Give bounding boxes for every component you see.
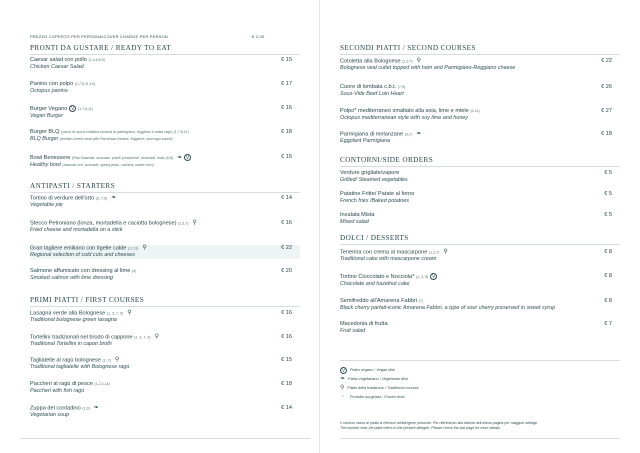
item-name: Panino con polpo — [30, 81, 74, 87]
menu-item — [340, 84, 620, 98]
item-name: Stecco Petroniano (lonza, mortadella e caciotta bolognese) — [30, 220, 177, 227]
menu-item — [340, 108, 620, 122]
item-translation: French fries /Baked potatoes — [340, 198, 409, 204]
item-name: Tagliatelle al ragù bolognese — [30, 357, 101, 364]
item-allergens: (3,7) — [404, 132, 413, 137]
item-allergens: (1, 3, 7, 9) — [134, 335, 151, 340]
item-name: Macedonia di frutta — [340, 321, 388, 327]
menu-item — [340, 191, 620, 205]
legend-row-frozen — [340, 393, 620, 402]
item-name: Burger BLQ — [30, 129, 60, 135]
item-name: Paccheri al ragù di pesce — [30, 381, 93, 387]
menu-item — [30, 268, 300, 282]
item-price: € 7 — [604, 321, 612, 327]
item-name: Polpo* mediterraneo smaltato alla soia, lime e miele — [340, 108, 469, 114]
section-divider — [340, 244, 620, 245]
item-name: Tenerina con crema al mascarpone — [340, 249, 428, 256]
item-name: Cuore di lombata c.b.t. — [340, 84, 397, 90]
item-price: € 18 — [601, 131, 612, 137]
section-title-starters: ANTIPASTI / STARTERS — [30, 182, 115, 190]
item-translation: Traditional cake with mascarpone cream — [340, 256, 437, 263]
item-allergens: (1,3,7) — [178, 221, 189, 226]
menu-item — [340, 298, 620, 312]
leaf-icon: ❧ — [93, 405, 99, 411]
legend-row-traditional — [340, 384, 620, 393]
item-name: Lasagna verde alla Bolognese — [30, 310, 106, 317]
item-translation: Traditional Tortellini in capon broth — [30, 341, 112, 348]
item-price: € 18 — [281, 129, 292, 135]
section-title-first-courses: PRIMI PIATTI / FIRST COURSES — [30, 296, 145, 304]
item-name: Burger Vegano — [30, 105, 68, 112]
item-name: Insalata Mista — [340, 212, 375, 218]
item-name: Tortino di verdure dell'orto — [30, 195, 95, 202]
item-price: € 27 — [601, 108, 612, 114]
legend-translation: Frozen food — [384, 395, 405, 399]
menu-item — [340, 212, 620, 226]
traditional-icon: ⚲ — [114, 357, 120, 363]
item-allergens: (6,14) — [470, 109, 480, 113]
menu-item — [30, 105, 300, 120]
item-translation: Healthy bowl — [30, 161, 61, 168]
item-name: Tortellini tradizionali nel brodo di cappone — [30, 334, 133, 341]
menu-item — [30, 154, 300, 169]
item-allergens: (1,7,9) — [127, 246, 139, 251]
item-translation: Fruit salad — [340, 328, 366, 334]
allergen-note-english: The number near the plate refers to the present allergen. Please check the last page for more details. — [340, 426, 502, 430]
item-allergens: (7,9) — [397, 85, 406, 89]
traditional-icon: ⚲ — [127, 310, 132, 316]
item-allergens: (1,3,7) — [428, 250, 440, 255]
item-translation: BLQ Burger — [30, 136, 59, 142]
item-price: € 20 — [281, 268, 292, 274]
legend — [340, 366, 620, 402]
cover-charge — [30, 34, 300, 39]
menu-item — [30, 357, 300, 371]
item-name: Gran tagliere emiliano con tigelle calde — [30, 245, 127, 252]
menu-item — [340, 58, 620, 72]
item-price: € 8 — [604, 298, 612, 304]
item-allergens: (1, 3, 8) — [415, 274, 429, 279]
traditional-icon: ⚲ — [416, 58, 422, 64]
menu-item — [340, 249, 620, 263]
item-translation: Chicken Caesar Salad — [30, 64, 84, 70]
item-translation: Mixed salad — [340, 219, 369, 225]
legend-label: Piatto vegetariano / — [348, 377, 381, 381]
menu-item — [30, 81, 300, 95]
item-translation: Traditional bolognese green lasagna — [30, 317, 117, 324]
menu-item — [340, 321, 620, 335]
traditional-icon: ⚲ — [340, 385, 345, 391]
item-price: € 14 — [281, 195, 292, 201]
legend-translation: Vegan dish — [376, 368, 396, 372]
item-translation: Octopus mediterranean style with soy lime and honey — [340, 115, 468, 121]
menu-item — [30, 129, 300, 143]
traditional-icon: ⚲ — [192, 220, 197, 226]
menu-item — [30, 310, 300, 324]
menu-item — [30, 245, 300, 259]
section-title-second-courses: SECONDI PIATTI / SECOND COURSES — [340, 44, 476, 52]
leaf-icon: ❧ — [340, 376, 346, 382]
item-price: € 17 — [281, 81, 292, 87]
item-allergens: (3, 7,9) — [95, 196, 108, 201]
item-allergens: (1,2,4,14) — [94, 382, 110, 386]
item-description: (emilian breed meat with Parmesan fondue, friggitore, and ragù sauce) — [59, 137, 173, 141]
item-translation: Smoked salmon with lime dressing — [30, 275, 113, 281]
item-translation: Eggplant Parmigiana — [340, 138, 391, 145]
item-price: € 15 — [281, 57, 292, 63]
item-allergens: (1,4,6,8,9) — [88, 58, 105, 62]
item-allergens: (4) — [131, 269, 137, 273]
section-divider — [30, 54, 300, 55]
item-price: € 16 — [281, 334, 292, 340]
vegan-icon: V — [341, 367, 346, 374]
item-price: € 14 — [281, 405, 292, 411]
item-price: € 22 — [281, 245, 292, 251]
menu-item — [30, 57, 300, 71]
legend-label: Piatto vegano / — [350, 368, 376, 372]
item-price: € 15 — [281, 154, 292, 160]
item-name: Zuppa del contadino — [30, 405, 81, 412]
cover-charge-label: PREZZO COPERTO PER PERSONA/COVER CHARGE PER PERSON — [30, 34, 168, 39]
item-translation: Vegetable pie — [30, 202, 63, 209]
item-translation: Grilled/ Steamed vegetables — [340, 177, 408, 183]
item-name: Semifreddo all'Amarena Fabbri — [340, 298, 417, 304]
item-allergens: (1,3,7) — [402, 59, 413, 64]
section-divider — [30, 192, 300, 193]
legend-row-vegetarian — [340, 375, 620, 384]
item-price: € 5 — [604, 170, 612, 176]
vegan-icon: V — [185, 155, 190, 161]
traditional-icon: ⚲ — [154, 334, 159, 340]
section-title-desserts: DOLCI / DESSERTS — [340, 234, 409, 242]
item-translation: Bolognese veal cutlet topped with ham and Parmigiano-Reggiano cheese — [340, 65, 516, 72]
item-name: Salmone affumicato con dressing al lime — [30, 268, 131, 274]
item-price: € 5 — [604, 212, 612, 218]
item-translation: Regional selection of cold cuts and cheeses — [30, 252, 135, 259]
vegan-icon: V — [432, 274, 436, 280]
item-name: Cotoletta alla Bolognese — [340, 58, 401, 65]
page-bottom-divider — [340, 438, 620, 439]
item-price: € 16 — [281, 310, 292, 316]
item-name: Verdure grigliate/vapore — [340, 170, 400, 176]
item-translation: Fried cheese and mortadella on a stick — [30, 227, 123, 234]
item-translation: Sous-Vide Beef Loin Heart — [340, 91, 404, 97]
legend-row-vegan — [340, 366, 620, 375]
item-translation: Paccheri with fish ragù — [30, 388, 85, 394]
item-translation: Black cherry parfait-iconic Amarena Fabbri, a type of sour cherry preserved in sweet syrup — [340, 305, 556, 311]
item-name: Bowl Benessere — [30, 154, 71, 161]
leaf-icon: ❧ — [177, 154, 183, 161]
item-description: (basmati rice, avocado, spring peas, cashew, sweet corn) — [62, 162, 154, 167]
legend-translation: Vegetarian dish — [381, 377, 409, 381]
cover-charge-price: € 2,00 — [252, 34, 265, 39]
item-allergens: (carne di razza emiliana fonduta di parmigiano, friggitore e salsa ragù) (1,7,8,11) — [61, 130, 189, 134]
item-name: Tortino Cioccolato e Nocciola* — [340, 273, 415, 280]
traditional-icon: ⚲ — [443, 249, 448, 255]
allergen-note — [340, 421, 625, 431]
item-translation: Vegetarian soup — [30, 412, 70, 419]
item-translation: Chocolate and hazelnut cake — [340, 280, 410, 287]
asterisk-icon: * — [342, 395, 344, 399]
item-price: € 26 — [601, 84, 612, 90]
item-price: € 16 — [281, 105, 292, 111]
item-name: Patatine Fritte/ Patate al forno — [340, 191, 415, 197]
item-allergens: (1,7,8,11) — [77, 106, 94, 111]
item-name: Parmigiana di melanzane — [340, 131, 404, 138]
page-bottom-divider — [20, 438, 310, 439]
menu-page-right — [320, 0, 640, 453]
item-allergens: (1,7,8,11,14) — [74, 82, 95, 86]
section-divider — [340, 54, 620, 55]
menu-item — [340, 131, 620, 145]
menu-item — [340, 273, 620, 288]
leaf-icon: ❧ — [416, 131, 422, 137]
legend-translation: Traditional courses — [386, 386, 419, 390]
item-allergens: (7) — [418, 299, 423, 303]
menu-item — [30, 334, 300, 348]
section-divider — [30, 306, 300, 307]
traditional-icon: ⚲ — [142, 245, 147, 251]
item-allergens: (1, 7) — [102, 358, 111, 363]
item-allergens: (1, 3, 7, 9) — [106, 311, 124, 316]
item-price: € 18 — [281, 381, 292, 387]
item-price: € 22 — [601, 58, 612, 64]
item-price: € 15 — [281, 357, 292, 363]
menu-item — [30, 405, 300, 419]
section-title-ready-to-eat: PRONTI DA GUSTARE / READY TO EAT — [30, 44, 172, 52]
item-translation: Traditional tagliatelle with Bolognese ragù — [30, 364, 130, 371]
section-title-side-orders: CONTORNI/SIDE ORDERS — [340, 156, 434, 164]
item-price: € 16 — [281, 220, 292, 226]
menu-item — [30, 220, 300, 234]
item-price: € 8 — [604, 273, 612, 279]
item-allergens: (1,9) — [82, 406, 90, 411]
menu-item — [30, 381, 300, 395]
leaf-icon: ❧ — [111, 195, 117, 201]
legend-label: Piatto della tradizione / — [347, 386, 386, 390]
menu-item — [340, 170, 620, 184]
allergen-note-italian: Il numero vicino al piatto si riferisce all'allergene presente. Per riferimento alla tabella dell'ultima pagina per maggiori dettagli. — [340, 421, 538, 425]
legend-divider — [340, 360, 620, 361]
item-price: € 5 — [604, 191, 612, 197]
vegan-icon: V — [71, 106, 75, 112]
item-translation: Octopus panino — [30, 88, 68, 94]
legend-label: Prodotto surgelato / — [350, 395, 384, 399]
item-translation: Vegan Burger — [30, 112, 64, 119]
item-allergens: (Riso Basmati, avocado, piselli primavera*, anacardi, mais (6,8) — [71, 155, 174, 160]
item-price: € 8 — [604, 249, 612, 255]
section-divider — [340, 166, 620, 167]
item-name: Caesar salad con pollo — [30, 57, 87, 63]
menu-item — [30, 195, 300, 209]
